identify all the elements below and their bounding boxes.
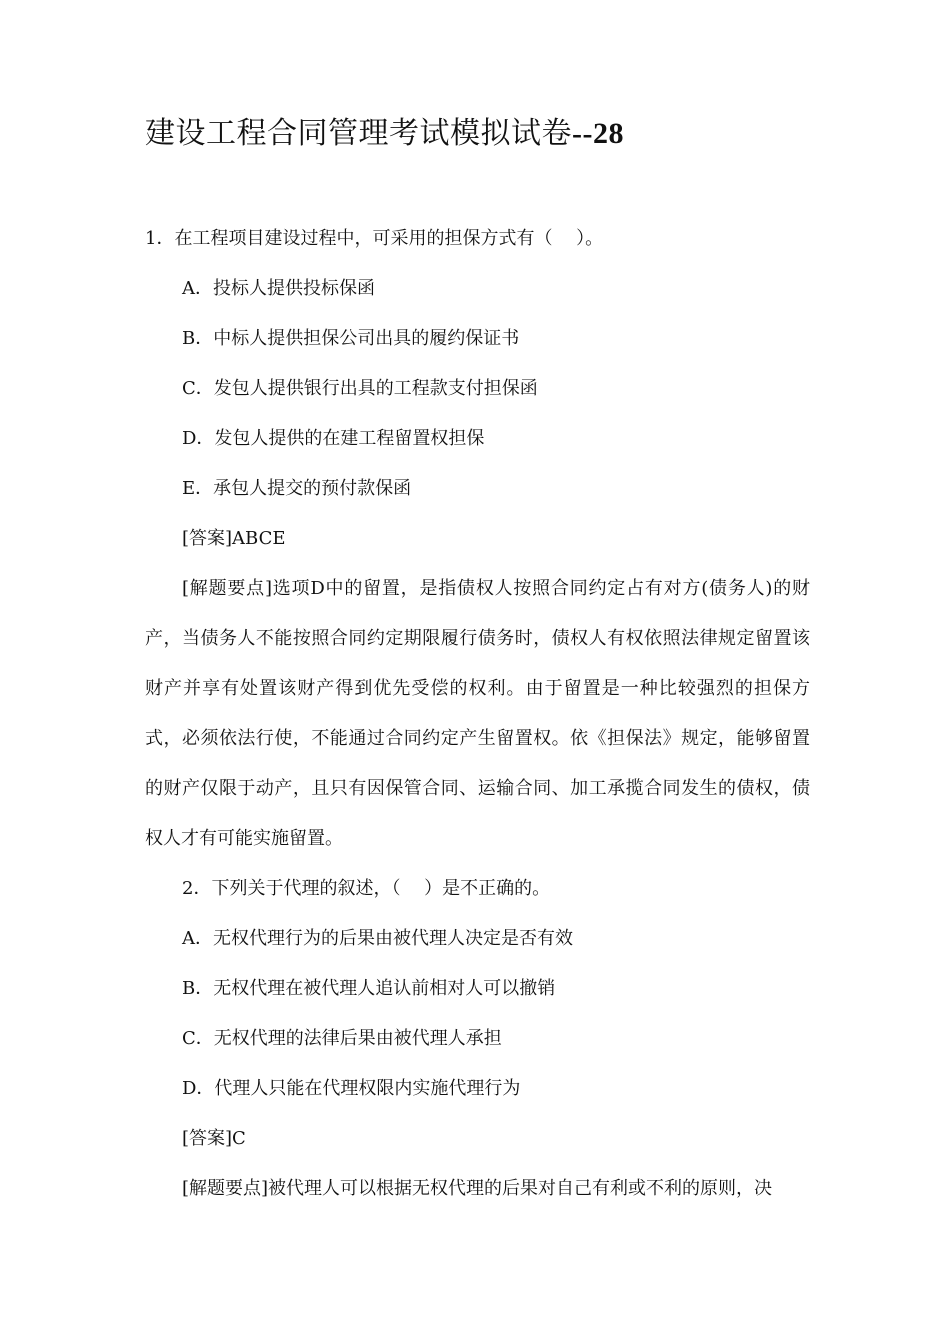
question-2-option-d: D．代理人只能在代理权限内实施代理行为 [182,1078,521,1099]
question-2-option-b: B．无权代理在被代理人追认前相对人可以撤销 [182,978,556,999]
question-2-option-c: C．无权代理的法律后果由被代理人承担 [182,1028,502,1049]
question-2-option-a: A．无权代理行为的后果由被代理人决定是否有效 [182,928,573,949]
question-2-explanation: [解题要点]被代理人可以根据无权代理的后果对自己有利或不利的原则，决 [182,1178,773,1199]
question-2-stem: 2．下列关于代理的叙述，（ ）是不正确的。 [182,878,551,899]
question-1-answer: [答案]ABCE [182,528,286,549]
question-1-option-e: E．承包人提交的预付款保函 [182,478,412,499]
question-1-explanation: [解题要点]选项D中的留置，是指债权人按照合同约定占有对方(债务人)的财产，当债务人不能按照合同约定期限履行债务时，债权人有权依照法律规定留置该财产并享有处置该财产得到优先受偿的权利。由于留置是一种比较强烈的担保方式，必须依法行使，不能通过合同约定产生留置权。依《担保法》规定，能够留置的财产仅限于动产，且只有因保管合同、运输合同、加工承揽合同发生的债权，债权人才有可能实施留置。 [145,578,810,849]
question-1-stem: 1．在工程项目建设过程中，可采用的担保方式有（ ）。 [145,228,604,249]
question-2-answer: [答案]C [182,1128,246,1149]
question-1-option-d: D．发包人提供的在建工程留置权担保 [182,428,485,449]
document-title [145,108,624,152]
question-1-option-a: A．投标人提供投标保函 [182,278,375,299]
question-1-option-c: C．发包人提供银行出具的工程款支付担保函 [182,378,538,399]
question-1-option-b: B．中标人提供担保公司出具的履约保证书 [182,328,520,349]
document-body [145,222,810,1222]
title-number: --28 [572,117,624,150]
title-text: 建设工程合同管理考试模拟试卷 [145,116,572,151]
